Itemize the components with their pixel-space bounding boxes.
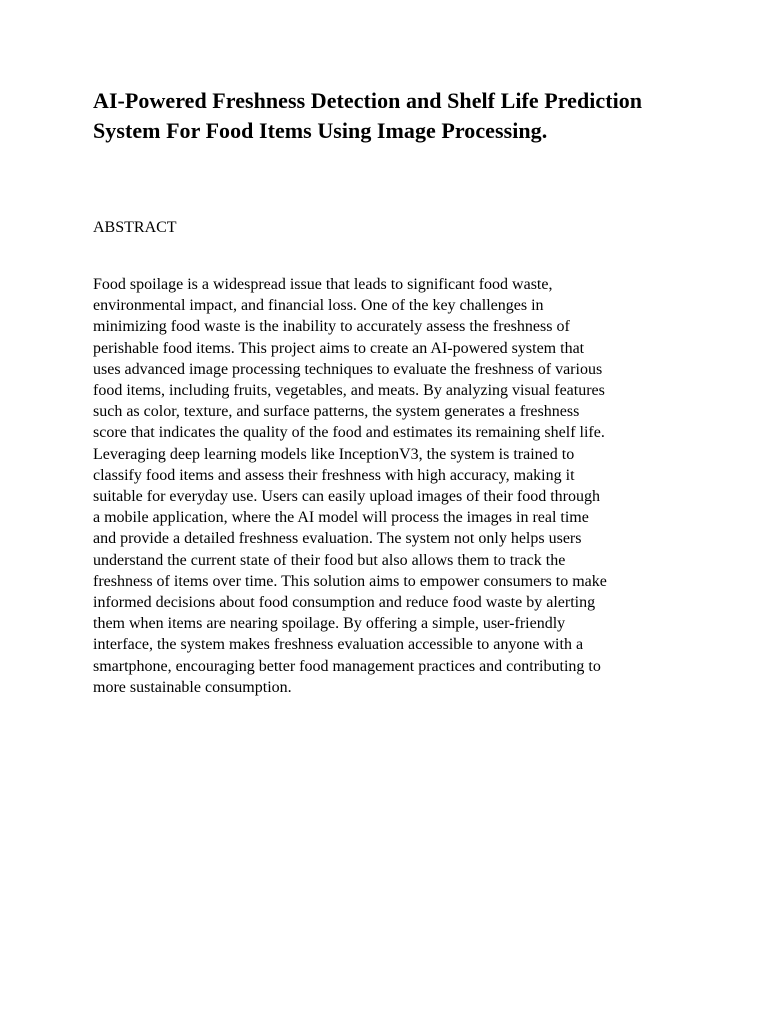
abstract-line: more sustainable consumption. (93, 678, 292, 696)
abstract-line: such as color, texture, and surface patterns, the system generates a freshness (93, 403, 580, 421)
abstract-line: environmental impact, and financial loss. One of the key challenges in (93, 297, 544, 315)
abstract-line: uses advanced image processing techniques to evaluate the freshness of various (93, 360, 603, 378)
abstract-line: and provide a detailed freshness evaluation. The system not only helps users (93, 530, 582, 548)
abstract-line: smartphone, encouraging better food management practices and contributing to (93, 657, 601, 675)
abstract-line: interface, the system makes freshness evaluation accessible to anyone with a (93, 636, 584, 654)
abstract-line: freshness of items over time. This solution aims to empower consumers to make (93, 572, 607, 590)
abstract-body (93, 274, 685, 698)
abstract-line: score that indicates the quality of the food and estimates its remaining shelf life. (93, 424, 605, 442)
abstract-line: suitable for everyday use. Users can easily upload images of their food through (93, 488, 600, 506)
abstract-line: them when items are nearing spoilage. By offering a simple, user-friendly (93, 615, 566, 633)
abstract-line: perishable food items. This project aims to create an AI-powered system that (93, 339, 585, 357)
abstract-line: understand the current state of their food but also allows them to track the (93, 551, 566, 569)
abstract-line: Food spoilage is a widespread issue that leads to significant food waste, (93, 276, 553, 293)
abstract-line: informed decisions about food consumption and reduce food waste by alerting (93, 594, 596, 612)
abstract-line: classify food items and assess their freshness with high accuracy, making it (93, 466, 575, 484)
abstract-line: a mobile application, where the AI model will process the images in real time (93, 509, 589, 527)
abstract-line: food items, including fruits, vegetables, and meats. By analyzing visual features (93, 382, 605, 400)
document-title: AI-Powered Freshness Detection and Shelf Life Prediction System For Food Items Using Image Processing. (93, 88, 643, 143)
abstract-line: minimizing food waste is the inability to accurately assess the freshness of (93, 318, 570, 336)
abstract-line: Leveraging deep learning models like InceptionV3, the system is trained to (93, 445, 575, 463)
abstract-heading: ABSTRACT (93, 219, 177, 236)
